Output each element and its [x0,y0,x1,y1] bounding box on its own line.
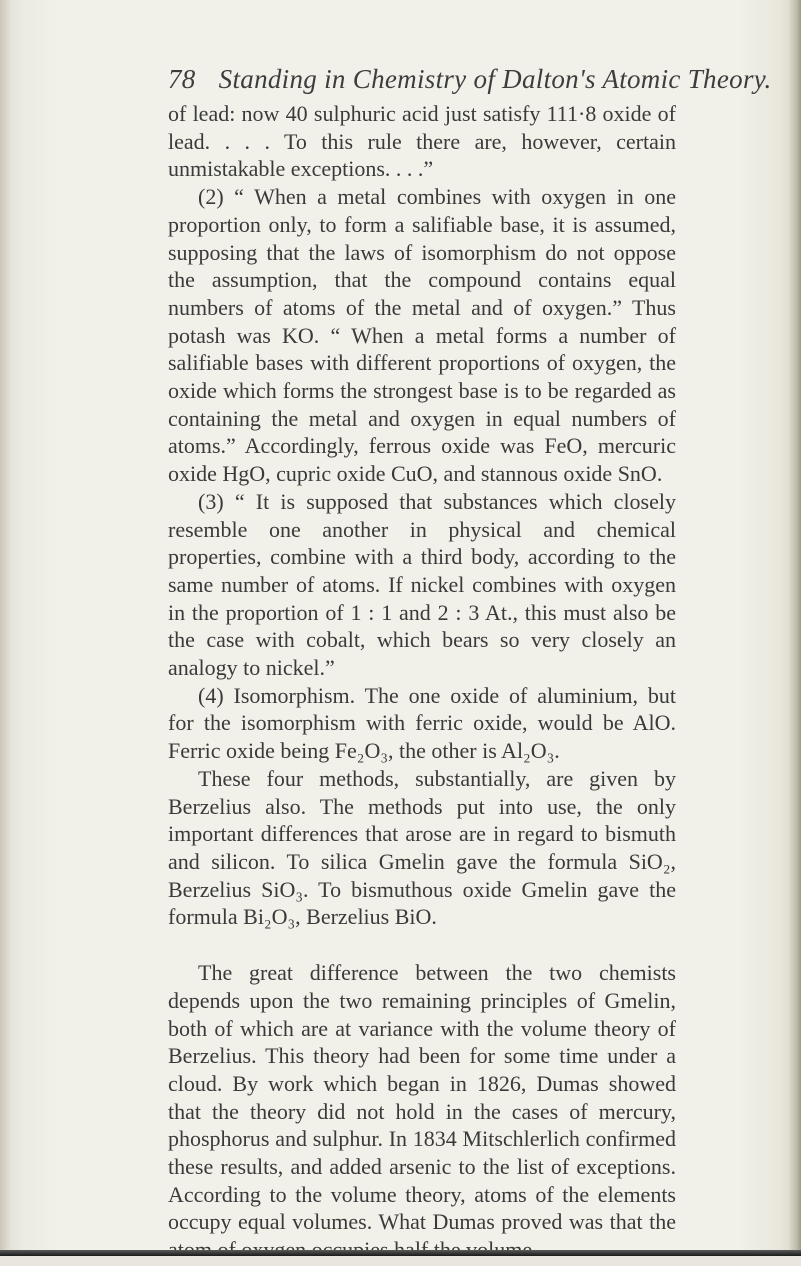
running-header [168,64,772,95]
paragraph-rule-3: (3) “ It is supposed that substances which closely resemble one another in physical and chemical properties, combine with a third body, according to the same number of atoms. If nickel combines with oxygen in the proportion of 1 : 1 and 2 : 3 At., this must also be the case with cobalt, which bears so very closely an analogy to nickel.” [168,488,676,681]
page-right-edge [787,0,801,1266]
body-text [168,100,676,1264]
page-number: 78 [168,64,196,94]
page-left-edge [0,0,10,1266]
paragraph-rule-2: (2) “ When a metal combines with oxygen in one proportion only, to form a salifiable base, it is assumed, supposing that the laws of isomorphism do not oppose the assumption, that the compound contains equal numbers of atoms of the metal and of oxygen.” Thus potash was KO. “ When a metal forms a number of salifiable bases with different proportions of oxygen, the oxide which forms the strongest base is to be regarded as containing the metal and oxygen in equal numbers of atoms.” Accordingly, ferrous oxide was FeO, mercuric oxide HgO, cupric oxide CuO, and stannous oxide SnO. [168,184,676,487]
paragraph-gap [168,931,676,959]
paragraph-four-methods: These four methods, substantially, are given by Berzelius also. The methods put into use, the only important differences that arose are in regard to bismuth and silicon. To silica Gmelin gave the formula SiO₂, Berzelius SiO₃. To bismuthous oxide Gmelin gave the formula Bi₂O₃, Berzelius BiO. [168,765,676,930]
paragraph-continuation: of lead: now 40 sulphuric acid just satisfy 111·8 oxide of lead. . . . To this rule there are, however, certain unmistakable exceptions. . . .” [168,101,676,182]
running-title: Standing in Chemistry of Dalton's Atomic Theory. [218,64,772,94]
paragraph-rule-4: (4) Isomorphism. The one oxide of aluminium, but for the isomorphism with ferric oxide, would be AlO. Ferric oxide being Fe₂O₃, the other is Al₂O₃. [168,682,676,764]
scan-bottom-margin [0,1256,801,1266]
paragraph-great-difference: The great difference between the two chemists depends upon the two remaining principles of Gmelin, both of which are at variance with the volume theory of Berzelius. This theory had been for some time under a cloud. By work which began in 1826, Dumas showed that the theory did not hold in the cases of mercury, phosphorus and sulphur. In 1834 Mitschlerlich confirmed these results, and added arsenic to the list of exceptions. According to the volume theory, atoms of the elements occupy equal volumes. What Dumas proved was that the [168,960,676,1235]
